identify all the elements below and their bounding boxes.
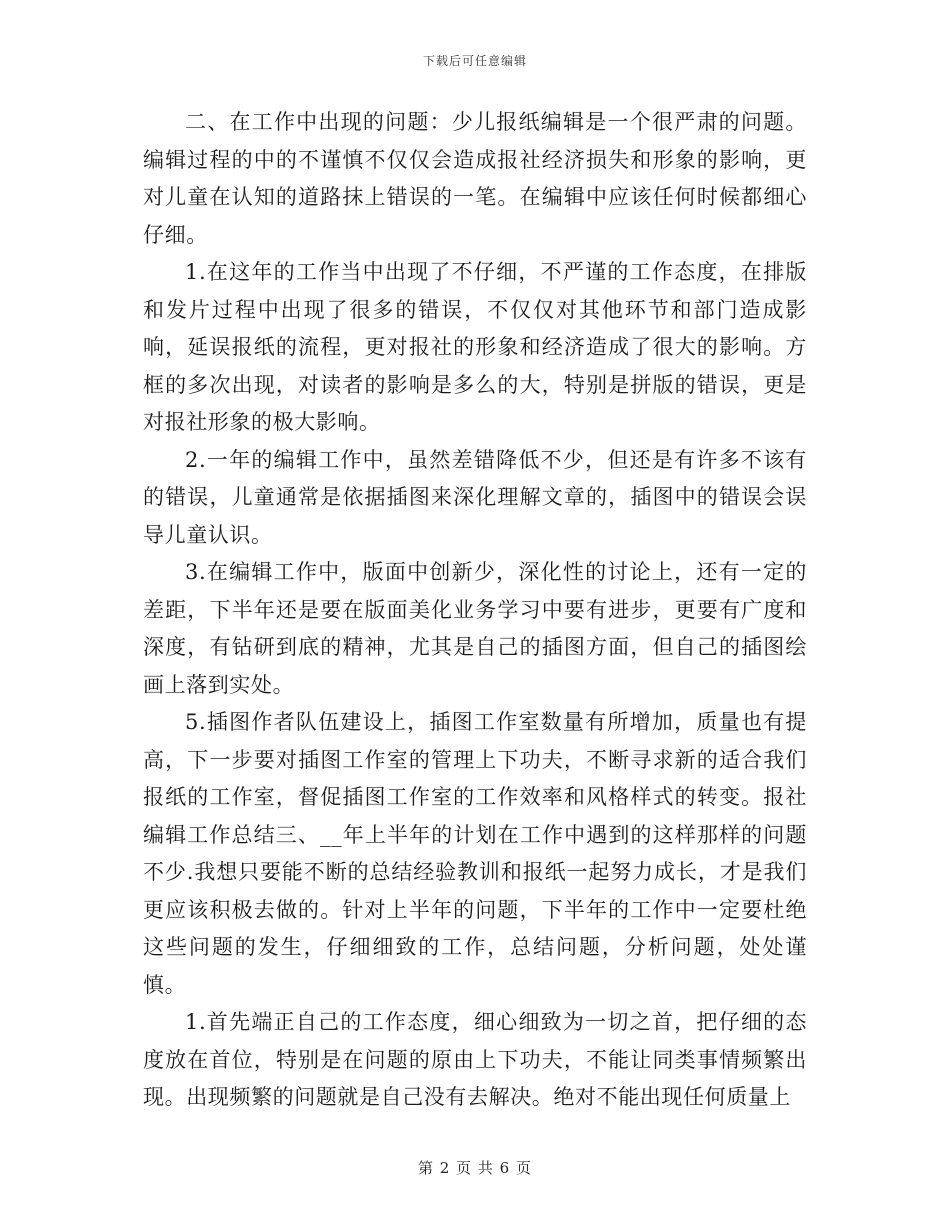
paragraph-item-1: 1.在这年的工作当中出现了不仔细，不严谨的工作态度，在排版和发片过程中出现了很多的错误，不仅仅对其他环节和部门造成影响，延误报纸的流程，更对报社的形象和经济造成了很大的影响。方框的多次出现，对读者的影响是多么的大，特别是拼版的错误，更是对报社形象的极大影响。 (143, 260, 807, 434)
page-header: 下载后可任意编辑 (422, 54, 527, 68)
document-body (143, 104, 807, 1117)
page-number: 第 2 页 共 6 页 (418, 1159, 532, 1177)
paragraph-problems-intro: 二、在工作中出现的问题：少儿报纸编辑是一个很严肃的问题。编辑过程的中的不谨慎不仅仅会造成报社经济损失和形象的影响，更对儿童在认知的道路抹上错误的一笔。在编辑中应该任何时候都细心仔细。 (143, 110, 807, 247)
paragraph-item-5: 5.插图作者队伍建设上，插图工作室数量有所增加，质量也有提高，下一步要对插图工作室的管理上下功夫，不断寻求新的适合我们报纸的工作室，督促插图工作室的工作效率和风格样式的转变。报社编辑工作总结三、__年上半年的计划在工作中遇到的这样那样的问题不少.我想只要能不断的总结经验教训和报纸一起努力成长，才是我们更应该积极去做的。针对上半年的问题，下半年的工作中一定要杜绝这些问题的发生，仔细细致的工作，总结问题，分析问题，处处谨慎。 (143, 710, 807, 997)
paragraph-plan-item-1: 1.首先端正自己的工作态度，细心细致为一切之首，把仔细的态度放在首位，特别是在问题的原由上下功夫，不能让同类事情频繁出现。出现频繁的问题就是自己没有去解决。绝对不能出现任何质量上 (143, 1010, 807, 1109)
paragraph-item-2: 2.一年的编辑工作中，虽然差错降低不少，但还是有许多不该有的错误，儿童通常是依据插图来深化理解文章的，插图中的错误会误导儿童认识。 (143, 447, 807, 547)
paragraph-item-3: 3.在编辑工作中，版面中创新少，深化性的讨论上，还有一定的差距，下半年还是要在版面美化业务学习中要有进步，更要有广度和深度，有钻研到底的精神，尤其是自己的插图方面，但自己的插图绘画上落到实处。 (143, 560, 807, 697)
